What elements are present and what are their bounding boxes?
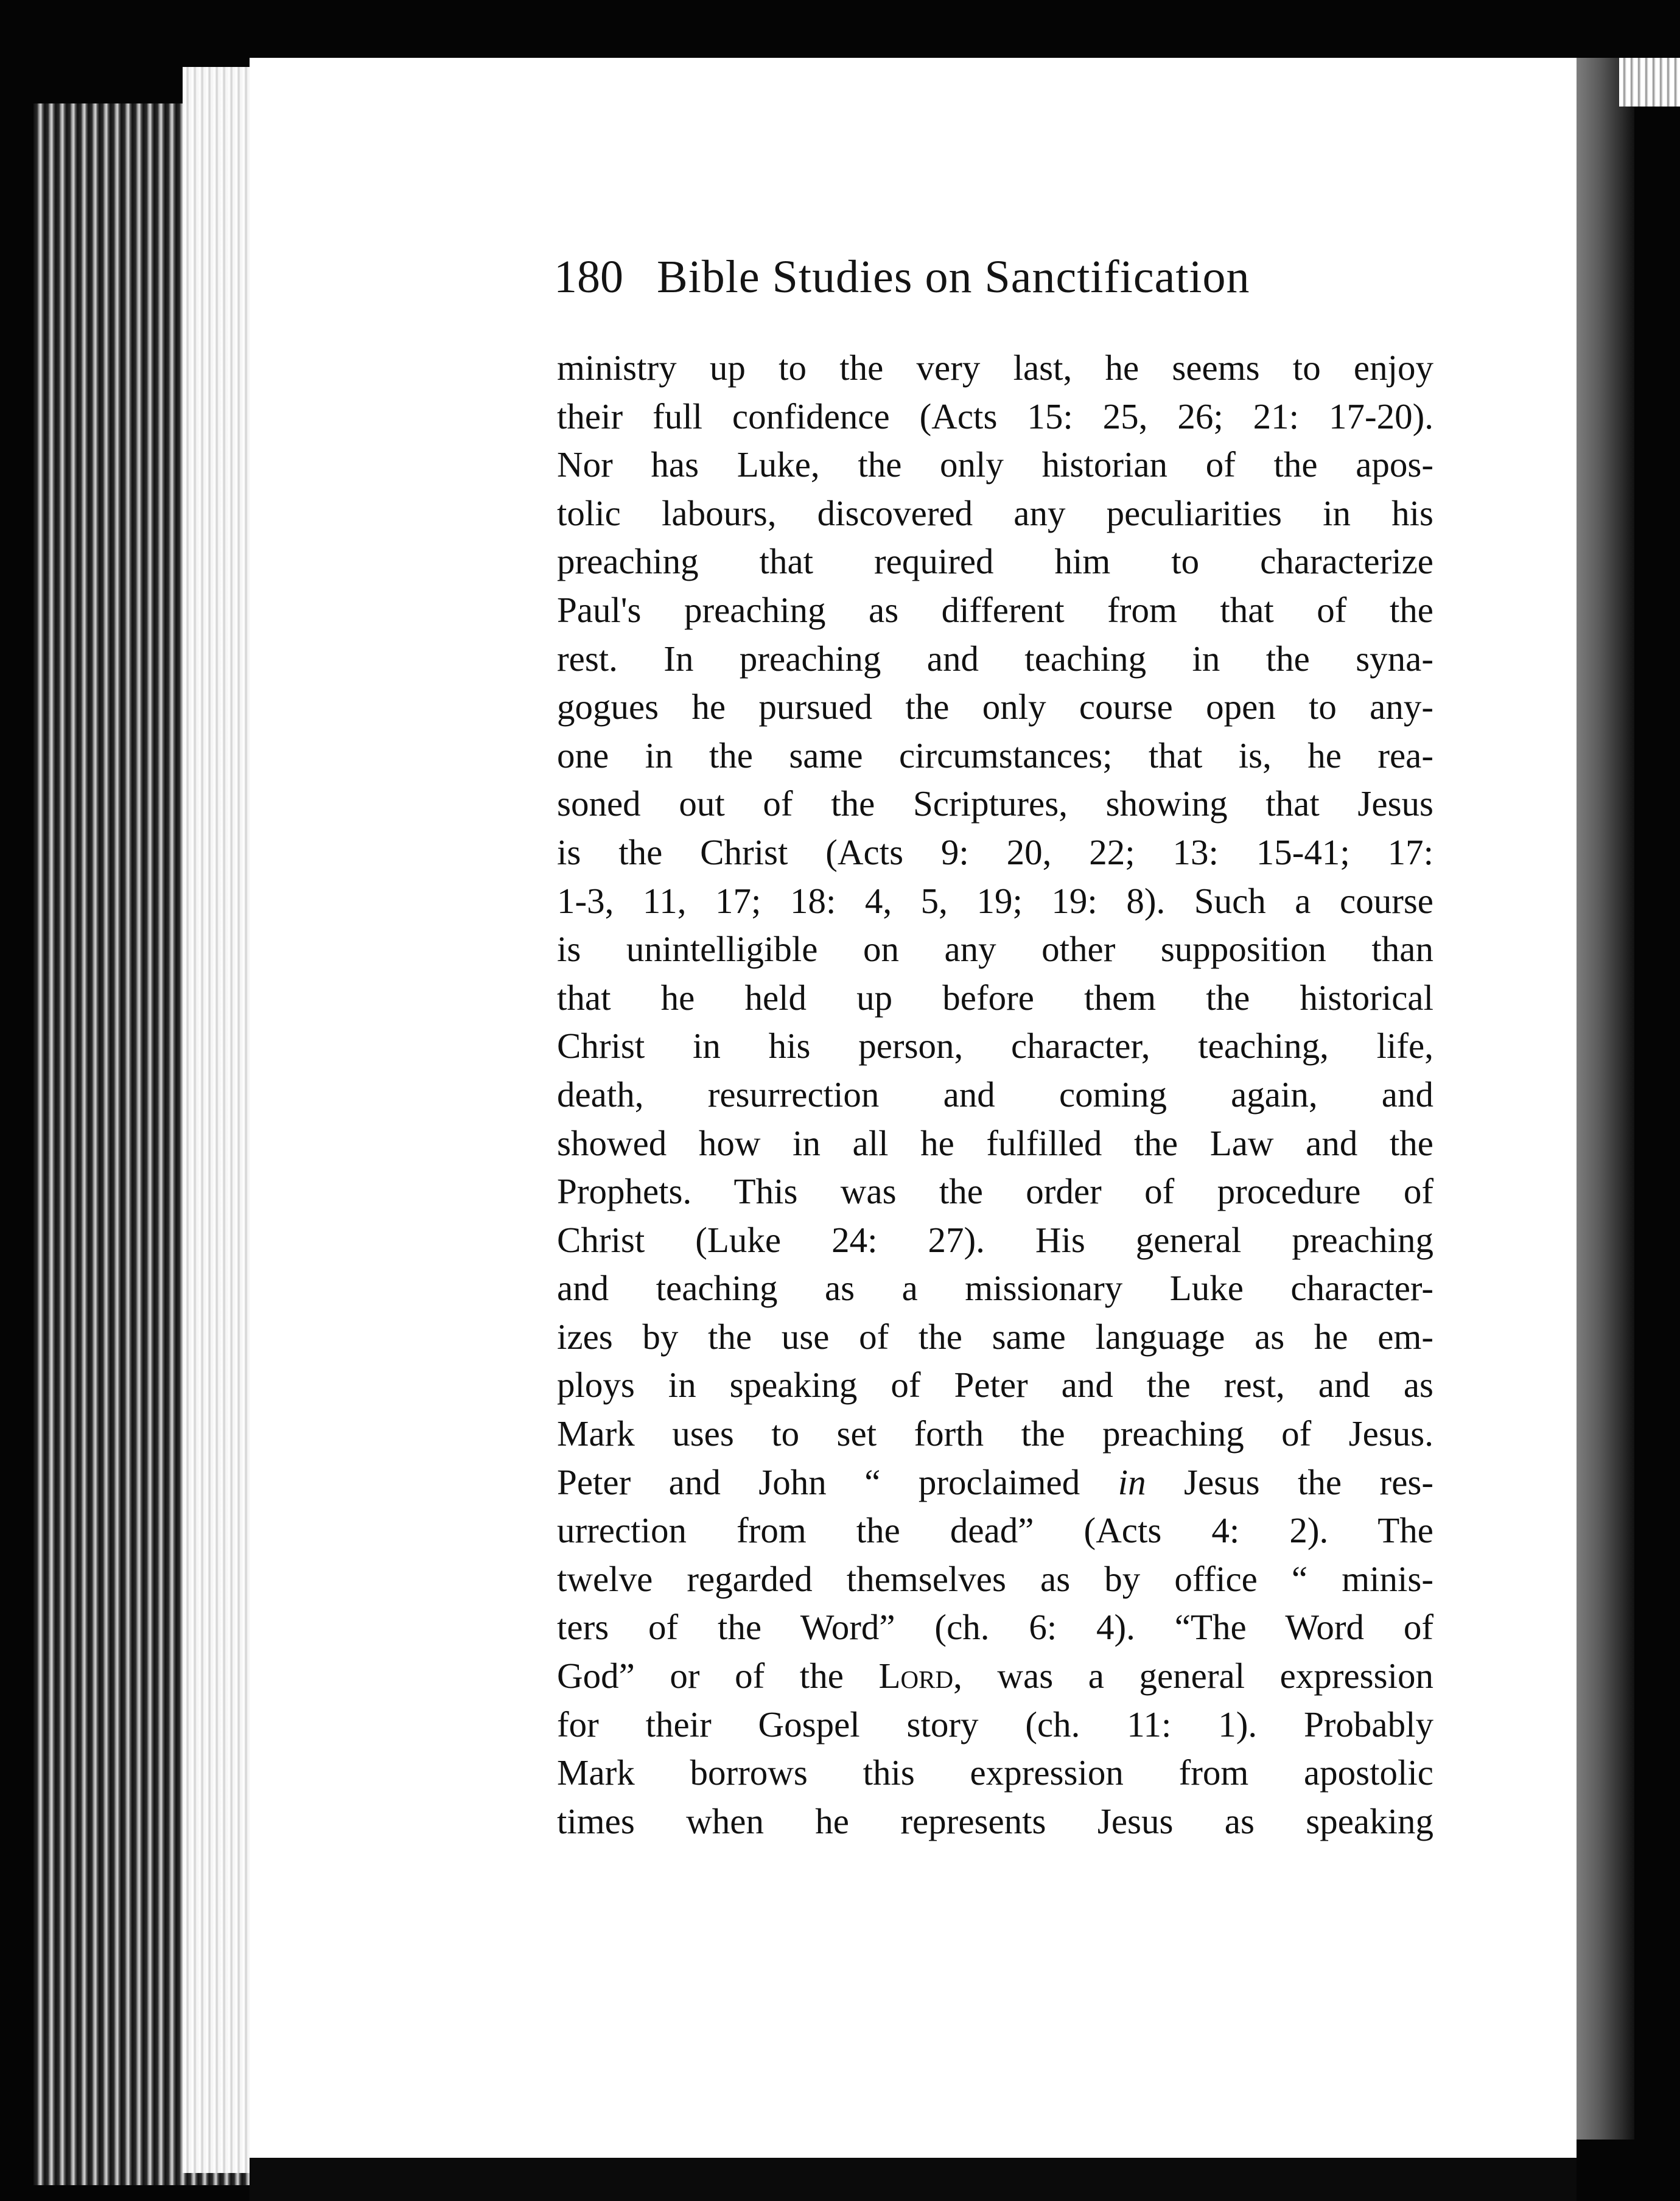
text-line: is the Christ (Acts 9: 20, 22; 13: 15-41; 17:: [557, 831, 1433, 872]
text-line: times when he represents Jesus as speaking: [557, 1800, 1433, 1841]
italic-word: in: [1118, 1461, 1146, 1502]
text-line: Nor has Luke, the only historian of the apos-: [557, 444, 1433, 485]
text-line: showed how in all he fulfilled the Law and the: [557, 1122, 1433, 1163]
text-line-with-small-caps: [557, 1652, 1433, 1701]
page-number: 180: [554, 251, 623, 303]
text-line: rest. In preaching and teaching in the syna-: [557, 638, 1433, 679]
text-line: their full confidence (Acts 15: 25, 26; 21: 17-20).: [557, 396, 1433, 436]
text-line: ploys in speaking of Peter and the rest, and as: [557, 1365, 1433, 1405]
text-line: Christ in his person, character, teaching, life,: [557, 1026, 1433, 1066]
text-line: urrection from the dead” (Acts 4: 2). The: [557, 1510, 1433, 1551]
text-segment: God” or of the: [557, 1656, 879, 1696]
text-line: izes by the use of the same language as he em-: [557, 1316, 1433, 1357]
text-line: ters of the Word” (ch. 6: 4). “The Word of: [557, 1607, 1433, 1648]
text-segment: Peter and John “ proclaimed: [557, 1461, 1118, 1502]
text-line: preaching that required him to characterize: [557, 541, 1433, 582]
text-line: Mark borrows this expression from apostolic: [557, 1752, 1433, 1793]
text-segment: , was a general expression: [953, 1656, 1433, 1696]
body-text: [557, 344, 1433, 1846]
text-line: Prophets. This was the order of procedure of: [557, 1171, 1433, 1212]
text-line: 1-3, 11, 17; 18: 4, 5, 19; 19: 8). Such a course: [557, 880, 1433, 921]
running-header: [554, 247, 1321, 307]
text-line: and teaching as a missionary Luke character-: [557, 1268, 1433, 1309]
text-line: one in the same circumstances; that is, he rea-: [557, 735, 1433, 775]
right-page-edge: [1577, 58, 1634, 2140]
small-caps-word: Lord: [878, 1656, 954, 1696]
page-stack-highlight: [183, 67, 256, 2173]
text-line: for their Gospel story (ch. 11: 1). Probably: [557, 1704, 1433, 1744]
text-line: gogues he pursued the only course open to any-: [557, 687, 1433, 727]
text-line: twelve regarded themselves as by office “ minis-: [557, 1558, 1433, 1599]
text-segment: Jesus the res-: [1146, 1461, 1433, 1502]
text-line: Christ (Luke 24: 27). His general preaching: [557, 1219, 1433, 1260]
text-line: is unintelligible on any other supposition than: [557, 929, 1433, 970]
text-line: that he held up before them the historical: [557, 977, 1433, 1018]
text-line: ministry up to the very last, he seems to enjoy: [557, 348, 1433, 388]
right-edge-highlight: [1619, 58, 1680, 107]
text-line: soned out of the Scriptures, showing that Jesus: [557, 783, 1433, 824]
text-line-with-italic: [557, 1458, 1433, 1507]
text-line: Paul's preaching as different from that of the: [557, 589, 1433, 630]
bottom-shadow: [250, 2158, 1577, 2201]
text-line: death, resurrection and coming again, and: [557, 1074, 1433, 1114]
text-line: tolic labours, discovered any peculiarities in his: [557, 492, 1433, 533]
text-line: Mark uses to set forth the preaching of Jesus.: [557, 1413, 1433, 1454]
running-title: Bible Studies on Sanctification: [657, 251, 1250, 303]
